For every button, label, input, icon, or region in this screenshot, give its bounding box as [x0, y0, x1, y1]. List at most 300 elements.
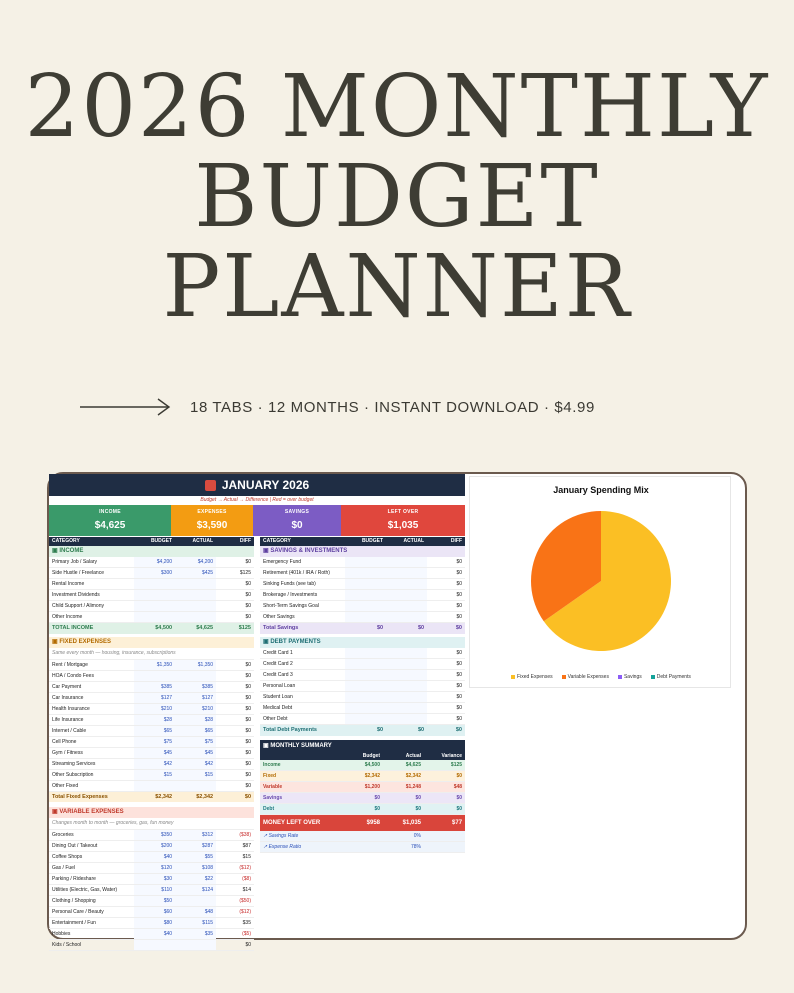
category-label: Hobbies — [49, 928, 134, 939]
summary-value: $2,342 — [383, 771, 424, 782]
cell-value[interactable]: $45 — [175, 747, 216, 758]
cell-value[interactable]: $127 — [175, 692, 216, 703]
ratio-spacer — [424, 831, 465, 842]
legend-item — [562, 674, 609, 680]
cell-value[interactable] — [175, 939, 216, 950]
ratio-label: ↗ Savings Rate — [260, 831, 383, 842]
legend-swatch — [651, 675, 655, 679]
chart-title: January Spending Mix — [553, 485, 649, 495]
cell-value[interactable] — [134, 939, 175, 950]
cell-value[interactable]: $300 — [134, 568, 175, 579]
cell-value[interactable] — [345, 703, 386, 714]
ratio-row — [260, 841, 465, 852]
table-row — [260, 659, 465, 670]
summary-row — [260, 760, 465, 771]
table-row — [260, 714, 465, 725]
table-row — [260, 670, 465, 681]
kpi-value: $4,625 — [94, 520, 126, 531]
cell-value[interactable] — [386, 692, 427, 703]
cell-value[interactable] — [386, 601, 427, 612]
category-label: Cell Phone — [49, 736, 134, 747]
summary-column-row — [260, 752, 465, 760]
cell-value: $0 — [427, 590, 465, 601]
tagline: 18 TABS · 12 MONTHS · INSTANT DOWNLOAD · $4.99 — [190, 398, 595, 416]
category-label: Primary Job / Salary — [49, 557, 134, 568]
table-row — [260, 692, 465, 703]
cell-value[interactable]: $65 — [134, 725, 175, 736]
table-row — [49, 601, 254, 612]
money-left-over-row — [260, 815, 465, 831]
total-value: $0 — [427, 725, 465, 736]
cell-value: $0 — [427, 601, 465, 612]
kpi-expenses — [171, 505, 253, 536]
category-label: Emergency Fund — [260, 557, 345, 568]
category-label: Car Insurance — [49, 692, 134, 703]
summary-row — [260, 793, 465, 804]
category-label: HOA / Condo Fees — [49, 670, 134, 681]
cell-value[interactable]: $312 — [175, 829, 216, 840]
cell-value[interactable]: $115 — [175, 917, 216, 928]
summary-row — [260, 804, 465, 815]
left-over-value: $1,035 — [383, 815, 424, 831]
table-row — [49, 895, 254, 906]
column-header: DIFF — [216, 537, 254, 546]
tagline-row — [80, 393, 595, 421]
column-header: CATEGORY — [49, 537, 134, 546]
cell-value: ($12) — [216, 906, 254, 917]
table-row — [49, 917, 254, 928]
cell-value: $0 — [216, 769, 254, 780]
category-label: Streaming Services — [49, 758, 134, 769]
cell-value: $0 — [216, 557, 254, 568]
category-label: Short-Term Savings Goal — [260, 601, 345, 612]
summary-column-header: Budget — [342, 752, 383, 760]
summary-value: $125 — [424, 760, 465, 771]
category-label: Dining Out / Takeout — [49, 840, 134, 851]
kpi-savings — [253, 505, 341, 536]
cell-value[interactable]: $425 — [175, 568, 216, 579]
cell-value[interactable]: $55 — [175, 851, 216, 862]
table-row — [49, 703, 254, 714]
cell-value[interactable]: $287 — [175, 840, 216, 851]
cell-value[interactable]: $210 — [134, 703, 175, 714]
kpi-value: $1,035 — [387, 520, 419, 531]
cell-value[interactable]: $65 — [175, 725, 216, 736]
cell-value[interactable] — [175, 590, 216, 601]
section-hint-text: Same every month — housing, insurance, subscriptions — [49, 648, 254, 659]
legend-swatch — [562, 675, 566, 679]
cell-value[interactable]: $22 — [175, 873, 216, 884]
cell-value: $0 — [216, 780, 254, 791]
cell-value[interactable] — [134, 670, 175, 681]
category-label: Child Support / Alimony — [49, 601, 134, 612]
table-row — [49, 851, 254, 862]
table-row — [260, 568, 465, 579]
category-label: Personal Loan — [260, 681, 345, 692]
cell-value[interactable]: $108 — [175, 862, 216, 873]
column-header: BUDGET — [345, 537, 386, 546]
cell-value: $0 — [216, 590, 254, 601]
sheet-hint: Budget → Actual → Difference | Red = over budget — [200, 497, 314, 503]
category-label: Personal Care / Beauty — [49, 906, 134, 917]
section-title: ▣ INCOME — [49, 546, 254, 557]
total-row — [49, 623, 254, 634]
cell-value: $0 — [427, 670, 465, 681]
cell-value[interactable]: $50 — [134, 895, 175, 906]
cell-value[interactable]: $45 — [134, 747, 175, 758]
cell-value[interactable] — [386, 681, 427, 692]
legend-label: Fixed Expenses — [517, 674, 553, 680]
category-label: Car Payment — [49, 681, 134, 692]
cell-value[interactable]: $35 — [175, 928, 216, 939]
legend-swatch — [511, 675, 515, 679]
summary-header — [260, 740, 465, 752]
total-value: $4,500 — [134, 623, 175, 634]
cell-value: $87 — [216, 840, 254, 851]
summary-value: $0 — [383, 793, 424, 804]
cell-value[interactable] — [345, 579, 386, 590]
kpi-value: $3,590 — [196, 520, 228, 531]
category-label: Brokerage / Investments — [260, 590, 345, 601]
table-row — [49, 670, 254, 681]
category-label: Kids / School — [49, 939, 134, 950]
hero-line-3: PLANNER — [162, 237, 632, 337]
cell-value[interactable]: $60 — [134, 906, 175, 917]
section-header — [49, 807, 254, 818]
table-row — [49, 736, 254, 747]
category-label: Medical Debt — [260, 703, 345, 714]
category-label: Clothing / Shopping — [49, 895, 134, 906]
kpi-income — [49, 505, 171, 536]
category-label: Other Income — [49, 612, 134, 623]
cell-value: $0 — [427, 659, 465, 670]
cell-value: $14 — [216, 884, 254, 895]
cell-value[interactable]: $42 — [175, 758, 216, 769]
category-label: Internet / Cable — [49, 725, 134, 736]
cell-value[interactable]: $4,200 — [134, 557, 175, 568]
variable-expenses-table — [49, 807, 254, 951]
right-arrow-icon — [80, 397, 172, 417]
section-title: ▣ VARIABLE EXPENSES — [49, 807, 254, 818]
cell-value[interactable] — [345, 557, 386, 568]
cell-value[interactable]: $80 — [134, 917, 175, 928]
summary-label: Variable — [260, 782, 342, 793]
section-header — [260, 546, 465, 557]
cell-value[interactable]: $75 — [175, 736, 216, 747]
table-row — [49, 928, 254, 939]
section-hint — [49, 648, 254, 659]
table-row — [49, 747, 254, 758]
category-label: Rental Income — [49, 579, 134, 590]
cell-value: $0 — [216, 758, 254, 769]
legend-label: Variable Expenses — [567, 674, 609, 680]
table-row — [260, 601, 465, 612]
cell-value[interactable] — [345, 659, 386, 670]
column-header: CATEGORY — [260, 537, 345, 546]
table-row — [49, 906, 254, 917]
cell-value: ($5) — [216, 928, 254, 939]
cell-value[interactable]: $40 — [134, 851, 175, 862]
cell-value[interactable]: $350 — [134, 829, 175, 840]
cell-value[interactable] — [345, 692, 386, 703]
ratio-row — [260, 831, 465, 842]
category-label: Credit Card 2 — [260, 659, 345, 670]
total-value: $2,342 — [175, 791, 216, 802]
savings-table — [260, 537, 465, 634]
category-label: Sinking Funds (see tab) — [260, 579, 345, 590]
chart-legend — [470, 674, 732, 680]
category-label: Rent / Mortgage — [49, 659, 134, 670]
cell-value[interactable] — [345, 568, 386, 579]
cell-value[interactable]: $210 — [175, 703, 216, 714]
summary-value: $4,500 — [342, 760, 383, 771]
category-label: Other Subscription — [49, 769, 134, 780]
cell-value[interactable]: $75 — [134, 736, 175, 747]
table-row — [49, 758, 254, 769]
cell-value[interactable] — [386, 579, 427, 590]
table-row — [49, 568, 254, 579]
cell-value: $0 — [427, 692, 465, 703]
cell-value[interactable] — [386, 714, 427, 725]
summary-value: $0 — [342, 793, 383, 804]
column-header: ACTUAL — [386, 537, 427, 546]
summary-value: $0 — [342, 804, 383, 815]
cell-value: $0 — [216, 670, 254, 681]
cell-value[interactable]: $1,350 — [134, 659, 175, 670]
cell-value[interactable] — [386, 670, 427, 681]
cell-value[interactable] — [386, 557, 427, 568]
category-label: Investment Dividends — [49, 590, 134, 601]
column-header: BUDGET — [134, 537, 175, 546]
cell-value: $0 — [216, 703, 254, 714]
cell-value[interactable] — [175, 895, 216, 906]
cell-value[interactable]: $42 — [134, 758, 175, 769]
table-row — [49, 692, 254, 703]
cell-value[interactable] — [345, 590, 386, 601]
category-label: Gas / Fuel — [49, 862, 134, 873]
monthly-summary-table — [260, 740, 465, 853]
table-row — [260, 681, 465, 692]
cell-value[interactable]: $124 — [175, 884, 216, 895]
cell-value[interactable] — [134, 590, 175, 601]
cell-value: ($38) — [216, 829, 254, 840]
cell-value[interactable] — [386, 590, 427, 601]
cell-value: $15 — [216, 851, 254, 862]
table-row — [260, 579, 465, 590]
cell-value[interactable] — [386, 648, 427, 659]
cell-value: ($8) — [216, 873, 254, 884]
total-value: $0 — [216, 791, 254, 802]
legend-label: Debt Payments — [656, 674, 691, 680]
cell-value[interactable]: $30 — [134, 873, 175, 884]
cell-value: $0 — [216, 736, 254, 747]
category-label: Credit Card 1 — [260, 648, 345, 659]
table-row — [49, 769, 254, 780]
fixed-expenses-table — [49, 637, 254, 802]
category-label: Parking / Rideshare — [49, 873, 134, 884]
cell-value[interactable]: $120 — [134, 862, 175, 873]
summary-column-header — [260, 752, 342, 760]
total-row — [49, 791, 254, 802]
cell-value[interactable] — [175, 670, 216, 681]
category-label: Other Savings — [260, 612, 345, 623]
table-row — [49, 939, 254, 950]
summary-column-header: Actual — [383, 752, 424, 760]
total-row — [260, 623, 465, 634]
cell-value: $0 — [427, 568, 465, 579]
cell-value[interactable]: $1,350 — [175, 659, 216, 670]
legend-swatch — [618, 675, 622, 679]
cell-value: $0 — [216, 612, 254, 623]
cell-value[interactable]: $200 — [134, 840, 175, 851]
category-label: Other Debt — [260, 714, 345, 725]
table-row — [49, 590, 254, 601]
column-header: DIFF — [427, 537, 465, 546]
summary-label: Debt — [260, 804, 342, 815]
cell-value[interactable] — [345, 714, 386, 725]
left-over-value: $958 — [342, 815, 383, 831]
debt-payments-table — [260, 637, 465, 736]
total-label: Total Fixed Expenses — [49, 791, 134, 802]
left-over-label: MONEY LEFT OVER — [260, 815, 342, 831]
cell-value[interactable] — [134, 612, 175, 623]
summary-value: $0 — [424, 804, 465, 815]
cell-value[interactable] — [345, 601, 386, 612]
cell-value[interactable] — [134, 780, 175, 791]
cell-value: $0 — [216, 601, 254, 612]
cell-value: $0 — [427, 557, 465, 568]
cell-value: $0 — [216, 747, 254, 758]
cell-value: $0 — [427, 579, 465, 590]
table-row — [49, 612, 254, 623]
cell-value[interactable]: $48 — [175, 906, 216, 917]
ratio-value: 0% — [383, 831, 424, 842]
cell-value[interactable]: $40 — [134, 928, 175, 939]
cell-value[interactable] — [134, 579, 175, 590]
category-label: Side Hustle / Freelance — [49, 568, 134, 579]
cell-value[interactable]: $28 — [175, 714, 216, 725]
cell-value[interactable] — [345, 670, 386, 681]
table-row — [49, 862, 254, 873]
cell-value[interactable] — [345, 648, 386, 659]
legend-item — [511, 674, 553, 680]
cell-value[interactable] — [345, 612, 386, 623]
total-label: Total Savings — [260, 623, 345, 634]
table-row — [49, 557, 254, 568]
calendar-icon — [205, 480, 216, 491]
ratio-label: ↗ Expense Ratio — [260, 841, 383, 852]
cell-value[interactable]: $385 — [134, 681, 175, 692]
cell-value[interactable] — [134, 601, 175, 612]
cell-value: $0 — [216, 939, 254, 950]
cell-value[interactable] — [175, 612, 216, 623]
summary-row — [260, 771, 465, 782]
ratio-value: 78% — [383, 841, 424, 852]
section-hint — [49, 818, 254, 829]
cell-value: $0 — [427, 703, 465, 714]
table-row — [49, 714, 254, 725]
column-header-row — [49, 537, 254, 546]
total-label: TOTAL INCOME — [49, 623, 134, 634]
cell-value: $0 — [216, 725, 254, 736]
cell-value: $0 — [216, 692, 254, 703]
cell-value[interactable]: $15 — [175, 769, 216, 780]
table-row — [49, 659, 254, 670]
cell-value[interactable]: $28 — [134, 714, 175, 725]
table-row — [49, 780, 254, 791]
section-hint-text: Changes month to month — groceries, gas, fun money — [49, 818, 254, 829]
pie-chart — [470, 499, 732, 679]
cell-value[interactable] — [345, 681, 386, 692]
total-row — [260, 725, 465, 736]
category-label: Credit Card 3 — [260, 670, 345, 681]
category-label: Gym / Fitness — [49, 747, 134, 758]
cell-value[interactable] — [175, 579, 216, 590]
cell-value: $125 — [216, 568, 254, 579]
summary-value: $48 — [424, 782, 465, 793]
kpi-row — [49, 505, 465, 536]
summary-value: $1,248 — [383, 782, 424, 793]
cell-value[interactable] — [386, 703, 427, 714]
summary-label: Fixed — [260, 771, 342, 782]
column-header: ACTUAL — [175, 537, 216, 546]
kpi-label: LEFT OVER — [387, 509, 419, 515]
summary-value: $1,200 — [342, 782, 383, 793]
cell-value[interactable]: $127 — [134, 692, 175, 703]
ratio-spacer — [424, 841, 465, 852]
total-value: $0 — [386, 725, 427, 736]
category-label: Student Loan — [260, 692, 345, 703]
legend-item — [618, 674, 642, 680]
category-label: Utilities (Electric, Gas, Water) — [49, 884, 134, 895]
summary-value: $0 — [424, 771, 465, 782]
total-value: $0 — [345, 623, 386, 634]
summary-label: Savings — [260, 793, 342, 804]
hero-line-1: 2026 MONTHLY — [24, 57, 770, 157]
column-header-row — [260, 537, 465, 546]
cell-value: $0 — [216, 579, 254, 590]
category-label: Retirement (401k / IRA / Roth) — [260, 568, 345, 579]
cell-value[interactable]: $15 — [134, 769, 175, 780]
month-title: JANUARY 2026 — [221, 478, 310, 492]
cell-value: $0 — [427, 714, 465, 725]
cell-value[interactable] — [175, 780, 216, 791]
total-value: $0 — [345, 725, 386, 736]
legend-item — [651, 674, 691, 680]
cell-value[interactable] — [386, 612, 427, 623]
cell-value[interactable] — [386, 568, 427, 579]
legend-label: Savings — [623, 674, 642, 680]
section-header — [260, 637, 465, 648]
cell-value[interactable] — [386, 659, 427, 670]
category-label: Groceries — [49, 829, 134, 840]
cell-value[interactable] — [175, 601, 216, 612]
cell-value: $0 — [216, 714, 254, 725]
table-row — [49, 873, 254, 884]
summary-value: $2,342 — [342, 771, 383, 782]
cell-value[interactable]: $110 — [134, 884, 175, 895]
cell-value[interactable]: $4,200 — [175, 557, 216, 568]
category-label: Coffee Shops — [49, 851, 134, 862]
kpi-label: INCOME — [99, 509, 121, 515]
summary-title: ▣ MONTHLY SUMMARY — [260, 740, 465, 752]
table-row — [49, 725, 254, 736]
total-value: $4,625 — [175, 623, 216, 634]
cell-value[interactable]: $385 — [175, 681, 216, 692]
section-title: ▣ SAVINGS & INVESTMENTS — [260, 546, 465, 557]
summary-value: $0 — [424, 793, 465, 804]
income-table — [49, 537, 254, 634]
